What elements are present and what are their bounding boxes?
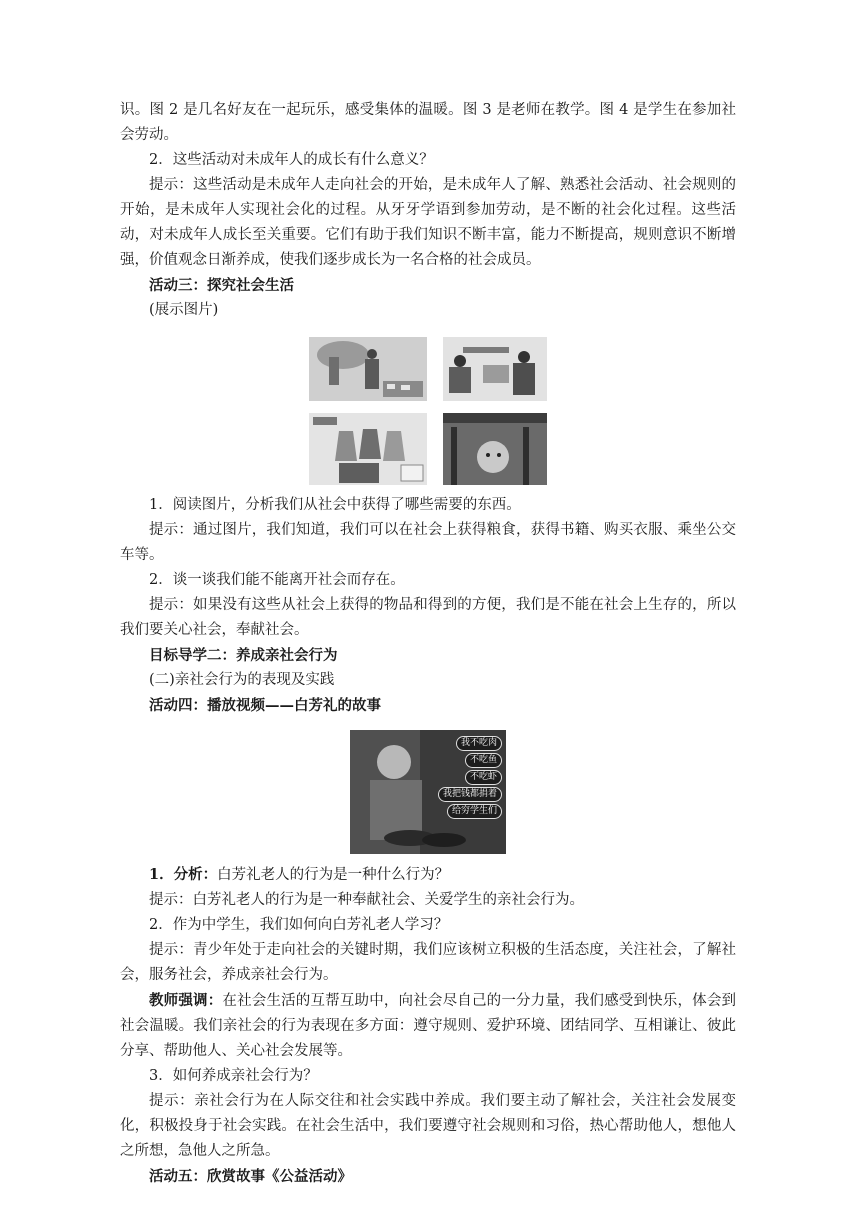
teacher-emphasis-text: 在社会生活的互帮互助中，向社会尽自己的一分力量，我们感受到快乐，体会到社会温暖。我们亲社会的行为表现在多方面：遵守规则、爱护环境、团结同学、互相谦让、彼此分享、帮助他人、关心社会发展等。 (120, 993, 737, 1059)
answer-4-1: 提示：白芳礼老人的行为是一种奉献社会、关爱学生的亲社会行为。 (149, 892, 584, 908)
caption-bubble: 给穷学生们 (447, 804, 502, 819)
social-life-figure (120, 329, 736, 489)
caption-bubble: 我把钱都捐着 (438, 787, 502, 802)
question-4-1-label: 1．分析： (149, 866, 218, 883)
teacher-emphasis (120, 988, 736, 1064)
caption-bubble: 不吃虾 (465, 770, 502, 785)
section-2-heading: (二)亲社会行为的表现及实践 (149, 672, 335, 688)
photo-buying-clothes (309, 413, 427, 485)
video-figure (120, 724, 736, 858)
activity-3-heading: 活动三：探究社会生活 (149, 277, 294, 294)
caption-bubble: 我不吃肉 (456, 736, 502, 751)
document-page (120, 98, 736, 1189)
answer-3-2: 提示：如果没有这些从社会上获得的物品和得到的方便，我们是不能在社会上生存的，所以我们要关心社会，奉献社会。 (120, 597, 736, 638)
answer-2: 提示：这些活动是未成年人走向社会的开始，是未成年人了解、熟悉社会活动、社会规则的开始，是未成年人实现社会化的过程。从牙牙学语到参加劳动，是不断的社会化过程。这些活动，对未成年人成长至关重要。它们有助于我们知识不断丰富，能力不断提高，规则意识不断增强，价值观念日渐养成，使我们逐步成长为一名合格的社会成员。 (120, 177, 736, 268)
caption-bubble: 不吃鱼 (465, 753, 502, 768)
answer-4-3: 提示：亲社会行为在人际交往和社会实践中养成。我们要主动了解社会，关注社会发展变化，积极投身于社会实践。在社会生活中，我们要遵守社会规则和习俗，热心帮助他人，想他人之所想，急他人之所急。 (120, 1093, 736, 1159)
photo-riding-bus (443, 413, 547, 485)
activity-4-heading: 活动四：播放视频——白芳礼的故事 (149, 697, 381, 714)
question-3-1: 1．阅读图片，分析我们从社会中获得了哪些需要的东西。 (149, 497, 521, 513)
paragraph-figure-description: 识。图 2 是几名好友在一起玩乐，感受集体的温暖。图 3 是老师在教学。图 4 是学生在参加社会劳动。 (120, 102, 736, 143)
answer-4-2: 提示：青少年处于走向社会的关键时期，我们应该树立积极的生活态度，关注社会，了解社会，服务社会，养成亲社会行为。 (120, 942, 736, 983)
video-caption-bubbles (438, 736, 502, 819)
question-4-2: 2．作为中学生，我们如何向白芳礼老人学习？ (149, 917, 449, 933)
photo-buying-food (309, 337, 427, 401)
answer-3-1: 提示：通过图片，我们知道，我们可以在社会上获得粮食，获得书籍、购买衣服、乘坐公交车等。 (120, 522, 736, 563)
activity-5-heading: 活动五：欣赏故事《公益活动》 (149, 1168, 352, 1185)
question-2: 2．这些活动对未成年人的成长有什么意义？ (149, 152, 434, 168)
question-4-3: 3．如何养成亲社会行为？ (149, 1068, 318, 1084)
question-4-1 (120, 862, 736, 888)
show-pictures-note: (展示图片) (149, 302, 219, 318)
question-3-2: 2．谈一谈我们能不能离开社会而存在。 (149, 572, 405, 588)
teacher-emphasis-label: 教师强调： (149, 992, 223, 1009)
goal-2-heading: 目标导学二：养成亲社会行为 (149, 647, 338, 664)
video-still-bai-fangli (350, 730, 506, 854)
photo-reading-books (443, 337, 547, 401)
question-4-1-text: 白芳礼老人的行为是一种什么行为？ (217, 867, 450, 883)
